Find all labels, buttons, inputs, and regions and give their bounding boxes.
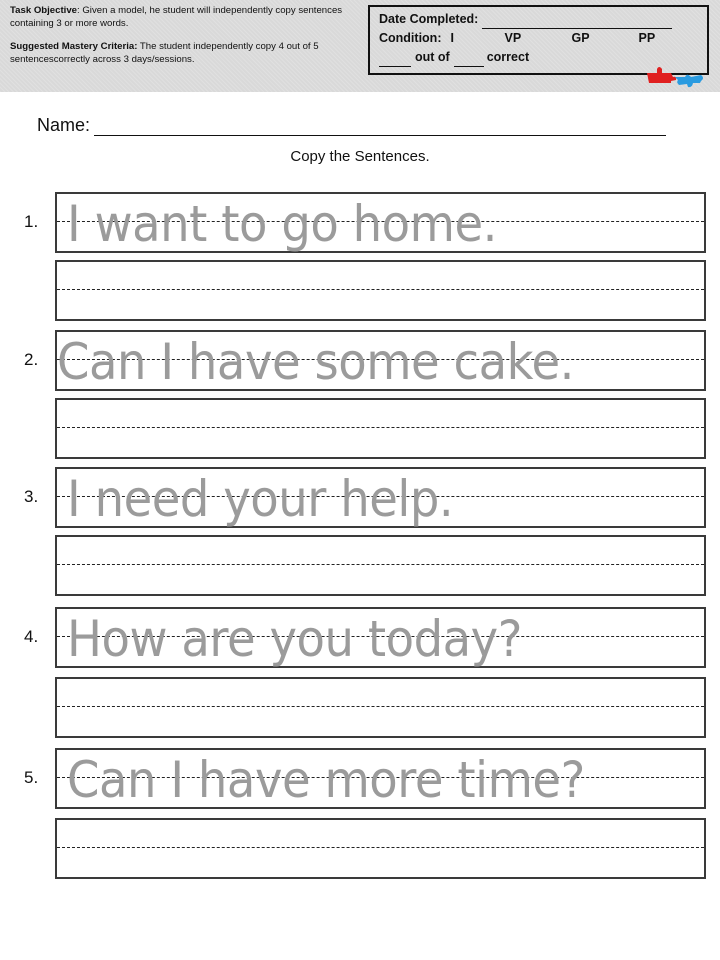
item-number: 2. — [24, 350, 39, 369]
midline-dashed — [57, 221, 704, 222]
item-number: 5. — [24, 768, 39, 787]
item-number: 4. — [24, 627, 39, 646]
trace-line-box — [55, 607, 706, 668]
midline-dashed — [57, 289, 704, 290]
correct-count-field[interactable] — [379, 53, 411, 67]
date-completed-row — [379, 10, 707, 29]
trace-line-box — [55, 192, 706, 253]
condition-option-i[interactable]: I — [450, 31, 454, 45]
mastery-criteria-text: The student independently copy 4 out of 5 sentencescorrectly across 3 days/sessions. — [10, 41, 319, 65]
instructions-heading: Copy the Sentences. — [290, 148, 430, 165]
condition-option-gp[interactable]: GP — [571, 31, 590, 45]
trace-sentence: I want to go home. — [67, 195, 497, 253]
trace-line-box — [55, 748, 706, 809]
date-completed-label: Date Completed: — [379, 12, 479, 26]
condition-label: Condition: — [379, 31, 442, 45]
correct-label: correct — [486, 50, 530, 64]
condition-row — [379, 29, 707, 48]
condition-option-pp[interactable]: PP — [638, 31, 656, 45]
midline-dashed — [57, 706, 704, 707]
trace-sentence: Can I have more time? — [67, 751, 585, 809]
writing-line-box[interactable] — [55, 398, 706, 459]
writing-line-box[interactable] — [55, 677, 706, 738]
name-label: Name: — [37, 115, 91, 135]
writing-line-box[interactable] — [55, 535, 706, 596]
condition-option-vp[interactable]: VP — [504, 31, 522, 45]
item-number: 1. — [24, 212, 39, 231]
midline-dashed — [57, 777, 704, 778]
midline-dashed — [57, 847, 704, 848]
item-number: 3. — [24, 487, 39, 506]
midline-dashed — [57, 564, 704, 565]
date-completed-field[interactable] — [482, 15, 672, 29]
trace-line-box — [55, 330, 706, 391]
task-objective-text: : Given a model, he student will independently copy sentences containing 3 or more words. — [10, 5, 343, 29]
midline-dashed — [57, 636, 704, 637]
trace-sentence: I need your help. — [67, 470, 454, 528]
task-objective-block — [10, 4, 355, 76]
header-band — [0, 0, 720, 92]
total-count-field[interactable] — [454, 53, 484, 67]
trace-line-box — [55, 467, 706, 528]
trace-sentence: How are you today? — [67, 610, 522, 668]
puzzle-pieces-icon — [645, 63, 707, 89]
midline-dashed — [57, 359, 704, 360]
midline-dashed — [57, 427, 704, 428]
mastery-criteria-label: Suggested Mastery Criteria: — [10, 41, 138, 52]
midline-dashed — [57, 496, 704, 497]
mastery-criteria — [10, 40, 355, 66]
writing-line-box[interactable] — [55, 818, 706, 879]
task-objective — [10, 4, 355, 30]
out-of-label: out of — [415, 50, 450, 64]
trace-sentence: Can I have some cake. — [57, 333, 574, 391]
task-objective-label: Task Objective — [10, 5, 78, 16]
writing-line-box[interactable] — [55, 260, 706, 321]
name-field[interactable] — [94, 116, 666, 136]
name-row — [37, 115, 666, 136]
